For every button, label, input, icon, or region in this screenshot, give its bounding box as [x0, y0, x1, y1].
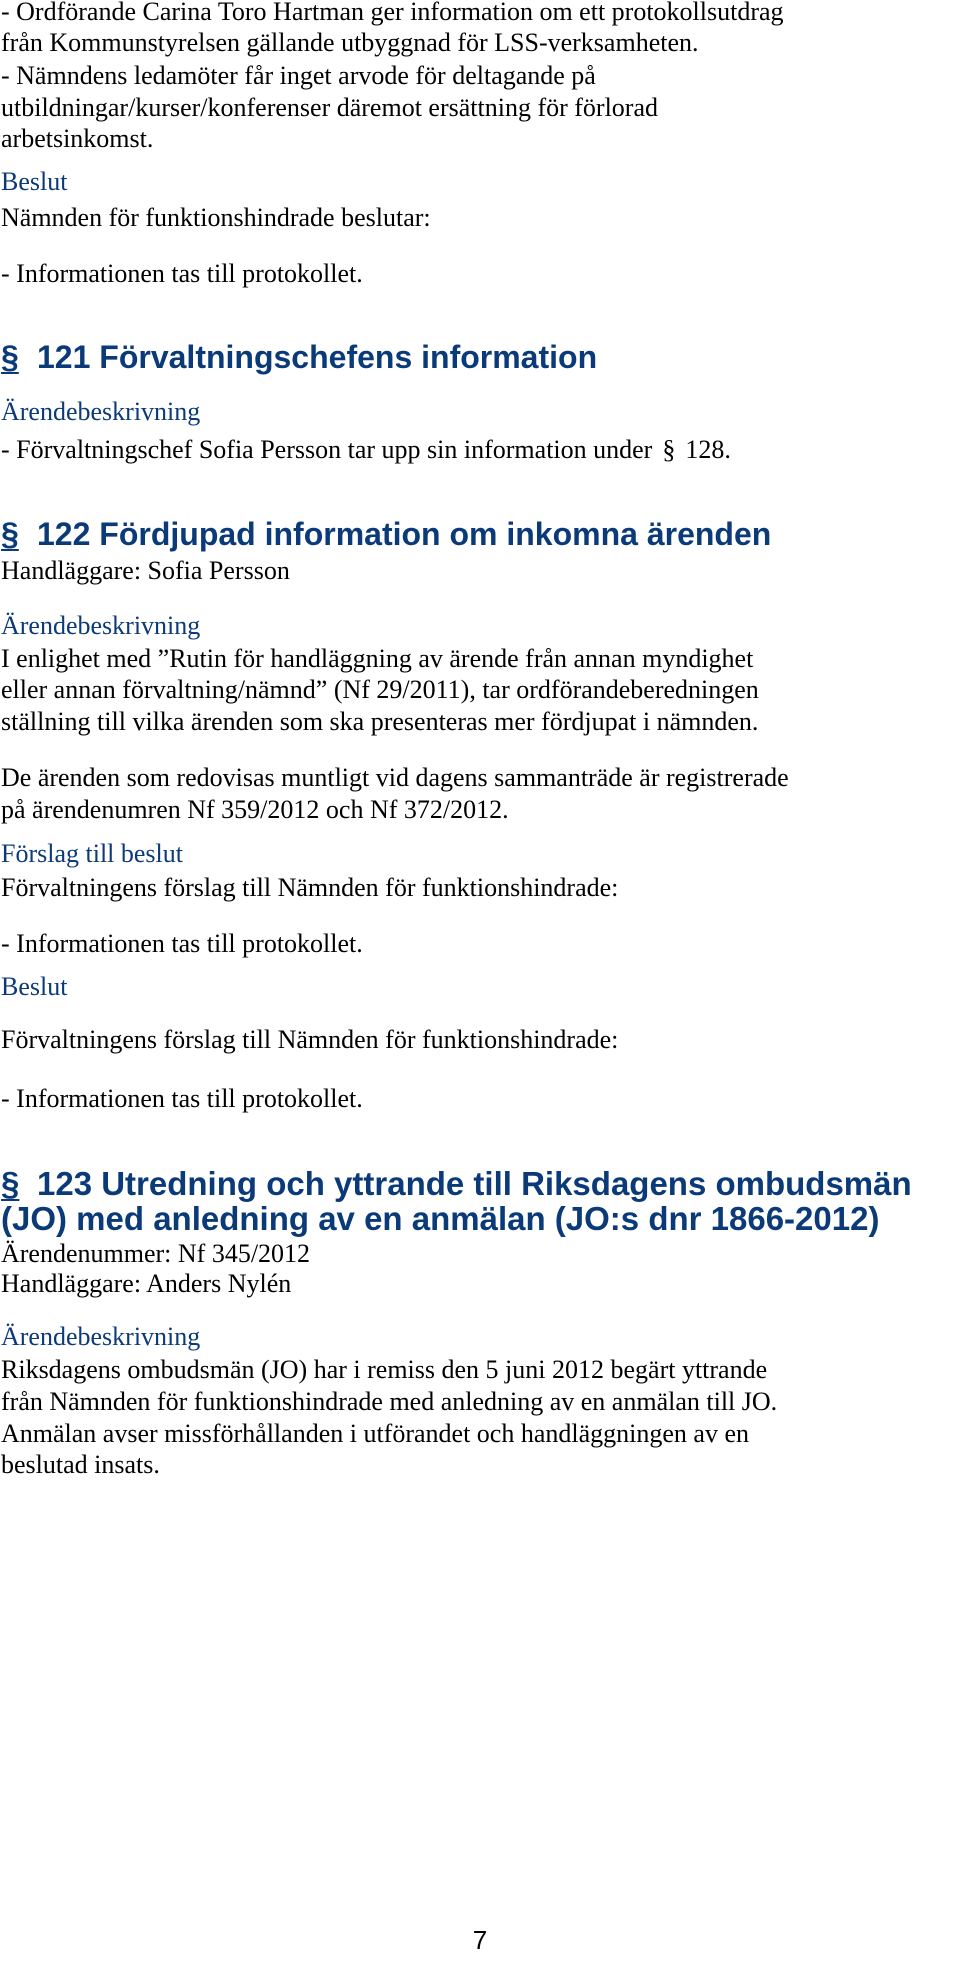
subheading-arendebeskrivning: Ärendebeskrivning [1, 1322, 201, 1351]
section-heading-123-cont: (JO) med anledning av en anmälan (JO:s dnr 1866-2012) [1, 1200, 880, 1237]
section-heading-122 [1, 515, 771, 553]
text-line: Handläggare: Sofia Persson [1, 556, 290, 585]
text-segment: 128. [685, 435, 731, 464]
text-line: - Informationen tas till protokollet. [1, 1084, 363, 1113]
subheading-arendebeskrivning: Ärendebeskrivning [1, 397, 201, 426]
text-line: - Nämndens ledamöter får inget arvode för deltagande på [1, 61, 596, 90]
text-line: Handläggare: Anders Nylén [1, 1269, 292, 1298]
text-line: Nämnden för funktionshindrade beslutar: [1, 203, 431, 232]
text-line: på ärendenumren Nf 359/2012 och Nf 372/2012. [1, 795, 509, 824]
text-line: I enlighet med ”Rutin för handläggning av ärende från annan myndighet [1, 644, 754, 673]
text-line: eller annan förvaltning/nämnd” (Nf 29/2011), tar ordförandeberedningen [1, 675, 759, 704]
text-segment: - Förvaltningschef Sofia Persson tar upp sin information under [1, 435, 653, 464]
text-line: Förvaltningens förslag till Nämnden för funktionshindrade: [1, 873, 619, 902]
text-line: Riksdagens ombudsmän (JO) har i remiss den 5 juni 2012 begärt yttrande [1, 1355, 768, 1384]
text-line: - Ordförande Carina Toro Hartman ger information om ett protokollsutdrag [1, 0, 784, 26]
text-line: De ärenden som redovisas muntligt vid dagens sammanträde är registrerade [1, 763, 789, 792]
text-line: från Kommunstyrelsen gällande utbyggnad för LSS-verksamheten. [1, 28, 699, 57]
text-line [1, 432, 731, 468]
section-heading-123 [1, 1164, 912, 1204]
subheading-beslut: Beslut [1, 167, 68, 196]
text-line: beslutad insats. [1, 1450, 160, 1479]
section-heading-text: 122 Fördjupad information om inkomna ärenden [37, 516, 772, 552]
subheading-forslag-till-beslut: Förslag till beslut [1, 839, 183, 868]
section-heading-text: 123 Utredning och yttrande till Riksdagens ombudsmän [37, 1165, 912, 1202]
section-sign: § [1, 339, 19, 375]
subheading-arendebeskrivning: Ärendebeskrivning [1, 611, 201, 640]
text-line: - Informationen tas till protokollet. [1, 929, 363, 958]
subheading-beslut: Beslut [1, 972, 68, 1001]
text-line: ställning till vilka ärenden som ska presenteras mer fördjupat i nämnden. [1, 707, 759, 736]
text-line: - Informationen tas till protokollet. [1, 259, 363, 288]
section-heading-text: 121 Förvaltningschefens information [37, 339, 598, 375]
text-line: Förvaltningens förslag till Nämnden för funktionshindrade: [1, 1025, 619, 1054]
text-line: från Nämnden för funktionshindrade med anledning av en anmälan till JO. [1, 1387, 778, 1416]
text-line: utbildningar/kurser/konferenser däremot ersättning för förlorad [1, 93, 658, 122]
text-line: arbetsinkomst. [1, 124, 154, 153]
page-number: 7 [472, 1925, 488, 1955]
section-sign: § [1, 516, 19, 552]
section-sign: § [662, 435, 676, 464]
text-line: Ärendenummer: Nf 345/2012 [1, 1239, 311, 1268]
section-sign: § [1, 1165, 20, 1202]
text-line: Anmälan avser missförhållanden i utförandet och handläggningen av en [1, 1419, 749, 1448]
section-heading-121 [1, 338, 597, 376]
